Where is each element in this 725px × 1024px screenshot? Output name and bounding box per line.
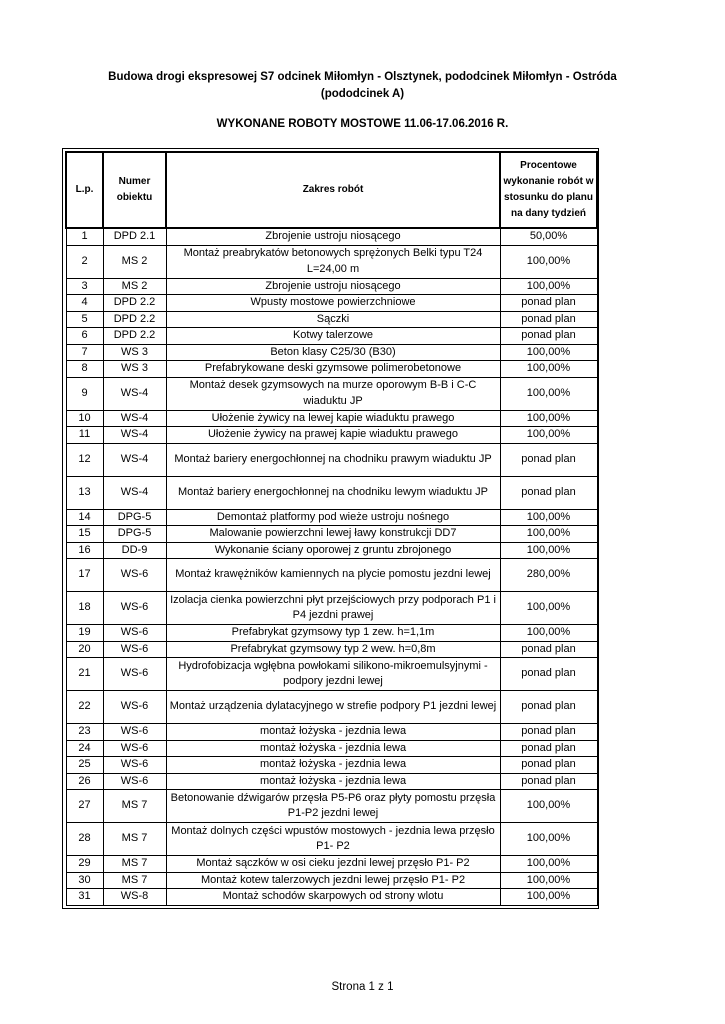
cell-procent: 280,00% <box>500 559 597 592</box>
table-row <box>66 295 597 312</box>
cell-zakres-robot: Montaż preabrykatów betonowych sprężonych Belki typu T24 L=24,00 m <box>166 245 500 278</box>
cell-zakres-robot: Montaż sączków w osi cieku jezdni lewej przęsło P1- P2 <box>166 856 500 873</box>
cell-lp: 2 <box>66 245 103 278</box>
cell-zakres-robot: Montaż dolnych części wpustów mostowych - jezdnia lewa przęsło P1- P2 <box>166 823 500 856</box>
table-row <box>66 790 597 823</box>
table-row <box>66 691 597 724</box>
cell-numer-obiektu: WS-6 <box>103 724 166 741</box>
table-row <box>66 377 597 410</box>
cell-procent: ponad plan <box>500 658 597 691</box>
cell-procent: ponad plan <box>500 757 597 774</box>
cell-numer-obiektu: DD-9 <box>103 542 166 559</box>
cell-zakres-robot: Hydrofobizacja wgłębna powłokami silikono-mikroemulsyjnymi -podpory jezdni lewej <box>166 658 500 691</box>
cell-procent: 100,00% <box>500 625 597 642</box>
cell-numer-obiektu: MS 2 <box>103 245 166 278</box>
cell-procent: 100,00% <box>500 278 597 295</box>
cell-lp: 17 <box>66 559 103 592</box>
cell-zakres-robot: Ułożenie żywicy na lewej kapie wiaduktu prawego <box>166 410 500 427</box>
table-row <box>66 509 597 526</box>
cell-procent: ponad plan <box>500 476 597 509</box>
table-row <box>66 559 597 592</box>
cell-lp: 19 <box>66 625 103 642</box>
title-line-2: (pododcinek A) <box>320 88 405 100</box>
cell-procent: 100,00% <box>500 509 597 526</box>
table-row <box>66 823 597 856</box>
header-numer-obiektu: Numer obiektu <box>103 152 166 228</box>
document-title <box>0 69 725 103</box>
cell-lp: 24 <box>66 740 103 757</box>
cell-numer-obiektu: WS-6 <box>103 559 166 592</box>
cell-procent: 100,00% <box>500 592 597 625</box>
cell-numer-obiektu: WS-6 <box>103 740 166 757</box>
cell-zakres-robot: Zbrojenie ustroju niosącego <box>166 278 500 295</box>
table-row <box>66 757 597 774</box>
cell-numer-obiektu: WS-6 <box>103 641 166 658</box>
table-row <box>66 278 597 295</box>
cell-numer-obiektu: WS-4 <box>103 427 166 444</box>
cell-procent: ponad plan <box>500 740 597 757</box>
cell-lp: 4 <box>66 295 103 312</box>
cell-zakres-robot: Montaż bariery energochłonnej na chodniku prawym wiaduktu JP <box>166 443 500 476</box>
table-row <box>66 641 597 658</box>
cell-zakres-robot: Prefabrykat gzymsowy typ 1 zew. h=1,1m <box>166 625 500 642</box>
cell-numer-obiektu: WS-8 <box>103 889 166 906</box>
cell-procent: 100,00% <box>500 377 597 410</box>
cell-procent: 100,00% <box>500 344 597 361</box>
title-line-1: Budowa drogi ekspresowej S7 odcinek Miłomłyn - Olsztynek, pododcinek Miłomłyn - Ostróda <box>108 71 617 83</box>
cell-procent: ponad plan <box>500 641 597 658</box>
table-row <box>66 443 597 476</box>
cell-lp: 26 <box>66 773 103 790</box>
cell-zakres-robot: Montaż krawężników kamiennych na plycie pomostu jezdni lewej <box>166 559 500 592</box>
table-row <box>66 427 597 444</box>
header-zakres-robot: Zakres robót <box>166 152 500 228</box>
cell-numer-obiektu: MS 2 <box>103 278 166 295</box>
header-procent: Procentowe wykonanie robót w stosunku do planu na dany tydzień <box>500 152 597 228</box>
cell-lp: 7 <box>66 344 103 361</box>
table-row <box>66 872 597 889</box>
document-subtitle: WYKONANE ROBOTY MOSTOWE 11.06-17.06.2016 R. <box>216 118 509 130</box>
cell-zakres-robot: Zbrojenie ustroju niosącego <box>166 228 500 245</box>
cell-procent: 100,00% <box>500 856 597 873</box>
table-row <box>66 476 597 509</box>
cell-zakres-robot: Wpusty mostowe powierzchniowe <box>166 295 500 312</box>
page-footer: Strona 1 z 1 <box>331 981 394 993</box>
cell-zakres-robot: Montaż bariery energochłonnej na chodniku lewym wiaduktu JP <box>166 476 500 509</box>
cell-numer-obiektu: WS-4 <box>103 377 166 410</box>
cell-zakres-robot: Demontaż platformy pod wieże ustroju nośnego <box>166 509 500 526</box>
cell-numer-obiektu: WS-4 <box>103 476 166 509</box>
table-row <box>66 311 597 328</box>
cell-numer-obiektu: WS-6 <box>103 691 166 724</box>
cell-zakres-robot: Beton klasy C25/30 (B30) <box>166 344 500 361</box>
cell-numer-obiektu: DPD 2.2 <box>103 295 166 312</box>
cell-numer-obiektu: DPG-5 <box>103 526 166 543</box>
cell-procent: 50,00% <box>500 228 597 245</box>
cell-numer-obiektu: MS 7 <box>103 872 166 889</box>
table-row <box>66 526 597 543</box>
cell-procent: ponad plan <box>500 328 597 345</box>
cell-procent: 100,00% <box>500 427 597 444</box>
cell-numer-obiektu: DPD 2.2 <box>103 328 166 345</box>
cell-lp: 9 <box>66 377 103 410</box>
cell-zakres-robot: Montaż desek gzymsowych na murze oporowym B-B i C-C wiaduktu JP <box>166 377 500 410</box>
cell-numer-obiektu: MS 7 <box>103 856 166 873</box>
cell-lp: 8 <box>66 361 103 378</box>
table-row <box>66 228 597 245</box>
cell-procent: ponad plan <box>500 691 597 724</box>
cell-lp: 3 <box>66 278 103 295</box>
table-row <box>66 740 597 757</box>
table-row <box>66 410 597 427</box>
cell-lp: 29 <box>66 856 103 873</box>
cell-procent: 100,00% <box>500 872 597 889</box>
cell-zakres-robot: Ułożenie żywicy na prawej kapie wiaduktu prawego <box>166 427 500 444</box>
cell-numer-obiektu: DPD 2.1 <box>103 228 166 245</box>
cell-procent: ponad plan <box>500 443 597 476</box>
cell-numer-obiektu: DPD 2.2 <box>103 311 166 328</box>
table-row <box>66 328 597 345</box>
table-body <box>66 228 597 905</box>
cell-zakres-robot: Malowanie powierzchni lewej ławy konstrukcji DD7 <box>166 526 500 543</box>
cell-numer-obiektu: DPG-5 <box>103 509 166 526</box>
table-row <box>66 592 597 625</box>
cell-lp: 12 <box>66 443 103 476</box>
cell-lp: 21 <box>66 658 103 691</box>
table-row <box>66 625 597 642</box>
table-row <box>66 245 597 278</box>
cell-procent: 100,00% <box>500 542 597 559</box>
cell-lp: 5 <box>66 311 103 328</box>
cell-lp: 15 <box>66 526 103 543</box>
cell-numer-obiektu: MS 7 <box>103 823 166 856</box>
cell-lp: 25 <box>66 757 103 774</box>
cell-procent: 100,00% <box>500 410 597 427</box>
cell-lp: 1 <box>66 228 103 245</box>
cell-lp: 10 <box>66 410 103 427</box>
cell-zakres-robot: Sączki <box>166 311 500 328</box>
table-row <box>66 542 597 559</box>
cell-procent: ponad plan <box>500 311 597 328</box>
cell-lp: 11 <box>66 427 103 444</box>
table-row <box>66 889 597 906</box>
cell-zakres-robot: montaż łożyska - jezdnia lewa <box>166 740 500 757</box>
cell-numer-obiektu: WS 3 <box>103 344 166 361</box>
cell-zakres-robot: Prefabrykat gzymsowy typ 2 wew. h=0,8m <box>166 641 500 658</box>
cell-numer-obiektu: WS-4 <box>103 443 166 476</box>
table-row <box>66 724 597 741</box>
cell-procent: 100,00% <box>500 823 597 856</box>
works-table-frame <box>62 148 599 909</box>
cell-lp: 27 <box>66 790 103 823</box>
cell-lp: 20 <box>66 641 103 658</box>
cell-lp: 18 <box>66 592 103 625</box>
cell-numer-obiektu: MS 7 <box>103 790 166 823</box>
cell-lp: 22 <box>66 691 103 724</box>
cell-zakres-robot: Montaż kotew talerzowych jezdni lewej przęsło P1- P2 <box>166 872 500 889</box>
cell-zakres-robot: montaż łożyska - jezdnia lewa <box>166 757 500 774</box>
cell-zakres-robot: Montaż urządzenia dylatacyjnego w strefie podpory P1 jezdni lewej <box>166 691 500 724</box>
cell-procent: 100,00% <box>500 790 597 823</box>
cell-procent: ponad plan <box>500 295 597 312</box>
cell-numer-obiektu: WS-6 <box>103 658 166 691</box>
cell-procent: ponad plan <box>500 724 597 741</box>
works-table <box>65 151 598 906</box>
cell-lp: 31 <box>66 889 103 906</box>
cell-procent: ponad plan <box>500 773 597 790</box>
table-row <box>66 658 597 691</box>
table-row <box>66 361 597 378</box>
cell-numer-obiektu: WS-6 <box>103 773 166 790</box>
cell-zakres-robot: Wykonanie ściany oporowej z gruntu zbrojonego <box>166 542 500 559</box>
cell-lp: 30 <box>66 872 103 889</box>
cell-procent: 100,00% <box>500 526 597 543</box>
cell-procent: 100,00% <box>500 889 597 906</box>
cell-zakres-robot: Prefabrykowane deski gzymsowe polimerobetonowe <box>166 361 500 378</box>
cell-zakres-robot: montaż łożyska - jezdnia lewa <box>166 773 500 790</box>
cell-lp: 13 <box>66 476 103 509</box>
cell-zakres-robot: Kotwy talerzowe <box>166 328 500 345</box>
cell-lp: 28 <box>66 823 103 856</box>
table-header-row <box>66 152 597 228</box>
cell-zakres-robot: Montaż schodów skarpowych od strony wlotu <box>166 889 500 906</box>
header-lp: L.p. <box>66 152 103 228</box>
cell-procent: 100,00% <box>500 245 597 278</box>
cell-lp: 23 <box>66 724 103 741</box>
cell-numer-obiektu: WS-6 <box>103 625 166 642</box>
cell-procent: 100,00% <box>500 361 597 378</box>
table-row <box>66 344 597 361</box>
cell-numer-obiektu: WS-6 <box>103 592 166 625</box>
table-row <box>66 856 597 873</box>
cell-zakres-robot: Betonowanie dźwigarów przęsła P5-P6 oraz płyty pomostu przęsła P1-P2 jezdni lewej <box>166 790 500 823</box>
cell-lp: 6 <box>66 328 103 345</box>
cell-numer-obiektu: WS-4 <box>103 410 166 427</box>
cell-zakres-robot: montaż łożyska - jezdnia lewa <box>166 724 500 741</box>
cell-zakres-robot: Izolacja cienka powierzchni płyt przejściowych przy podporach P1 i P4 jezdni prawej <box>166 592 500 625</box>
table-row <box>66 773 597 790</box>
cell-lp: 14 <box>66 509 103 526</box>
cell-numer-obiektu: WS 3 <box>103 361 166 378</box>
cell-numer-obiektu: WS-6 <box>103 757 166 774</box>
cell-lp: 16 <box>66 542 103 559</box>
